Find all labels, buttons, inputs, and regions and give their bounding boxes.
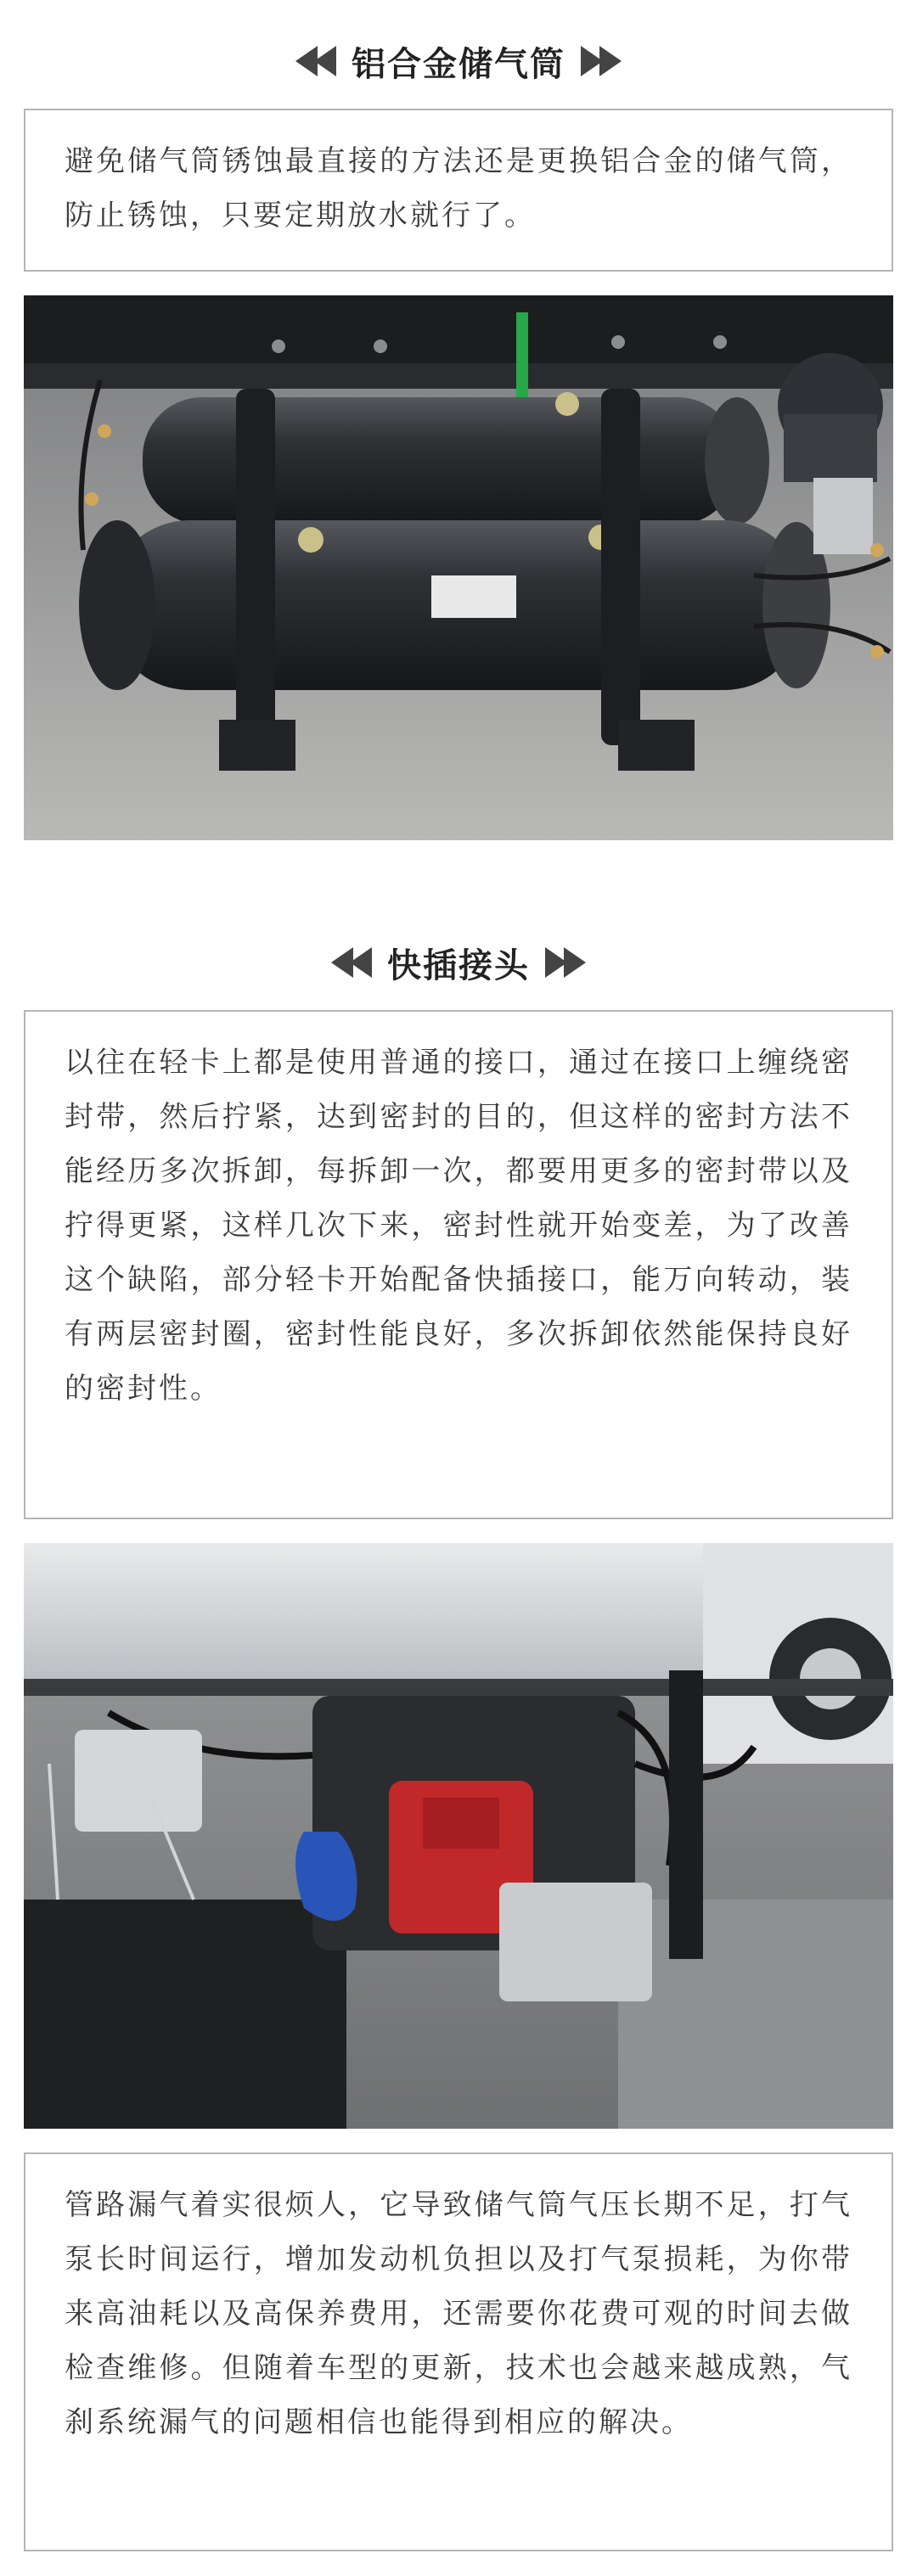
section-title-quick-connector	[0, 937, 917, 988]
closing-paragraph-box	[24, 2152, 893, 2551]
air-tank-photo	[24, 295, 893, 840]
right-arrow-icon	[581, 46, 622, 76]
aluminum-tank-paragraph: 避免储气筒锈蚀最直接的方法还是更换铝合金的储气筒，防止锈蚀，只要定期放水就行了。	[65, 144, 852, 233]
left-arrow-icon	[295, 46, 336, 76]
section-title-text: 快插接头	[387, 946, 530, 985]
left-arrow-icon	[331, 947, 372, 978]
air-tank-illustration	[24, 295, 893, 840]
closing-paragraph: 管路漏气着实很烦人，它导致储气筒气压长期不足，打气泵长时间运行，增加发动机负担以及打气泵损耗，为你带来高油耗以及高保养费用，还需要你花费可观的时间去做检查维修。但随着车型的更新，技术也会越来越成熟，气刹系统漏气的问题相信也能得到相应的解决。	[65, 2188, 852, 2439]
right-arrow-icon	[545, 947, 586, 978]
section-title-text: 铝合金储气筒	[352, 44, 565, 84]
engine-bay-photo	[24, 1543, 893, 2129]
aluminum-tank-paragraph-box	[24, 109, 893, 272]
quick-connector-paragraph-box	[24, 1010, 893, 1519]
section-title-aluminum-tank	[0, 36, 917, 87]
engine-bay-illustration	[24, 1543, 893, 2129]
quick-connector-paragraph: 以往在轻卡上都是使用普通的接口，通过在接口上缠绕密封带，然后拧紧，达到密封的目的，但这样的密封方法不能经历多次拆卸，每拆卸一次，都要用更多的密封带以及拧得更紧，这样几次下来，密封性就开始变差，为了改善这个缺陷，部分轻卡开始配备快插接口，能万向转动，装有两层密封圈，密封性能良好，多次拆卸依然能保持良好的密封性。	[65, 1046, 852, 1406]
